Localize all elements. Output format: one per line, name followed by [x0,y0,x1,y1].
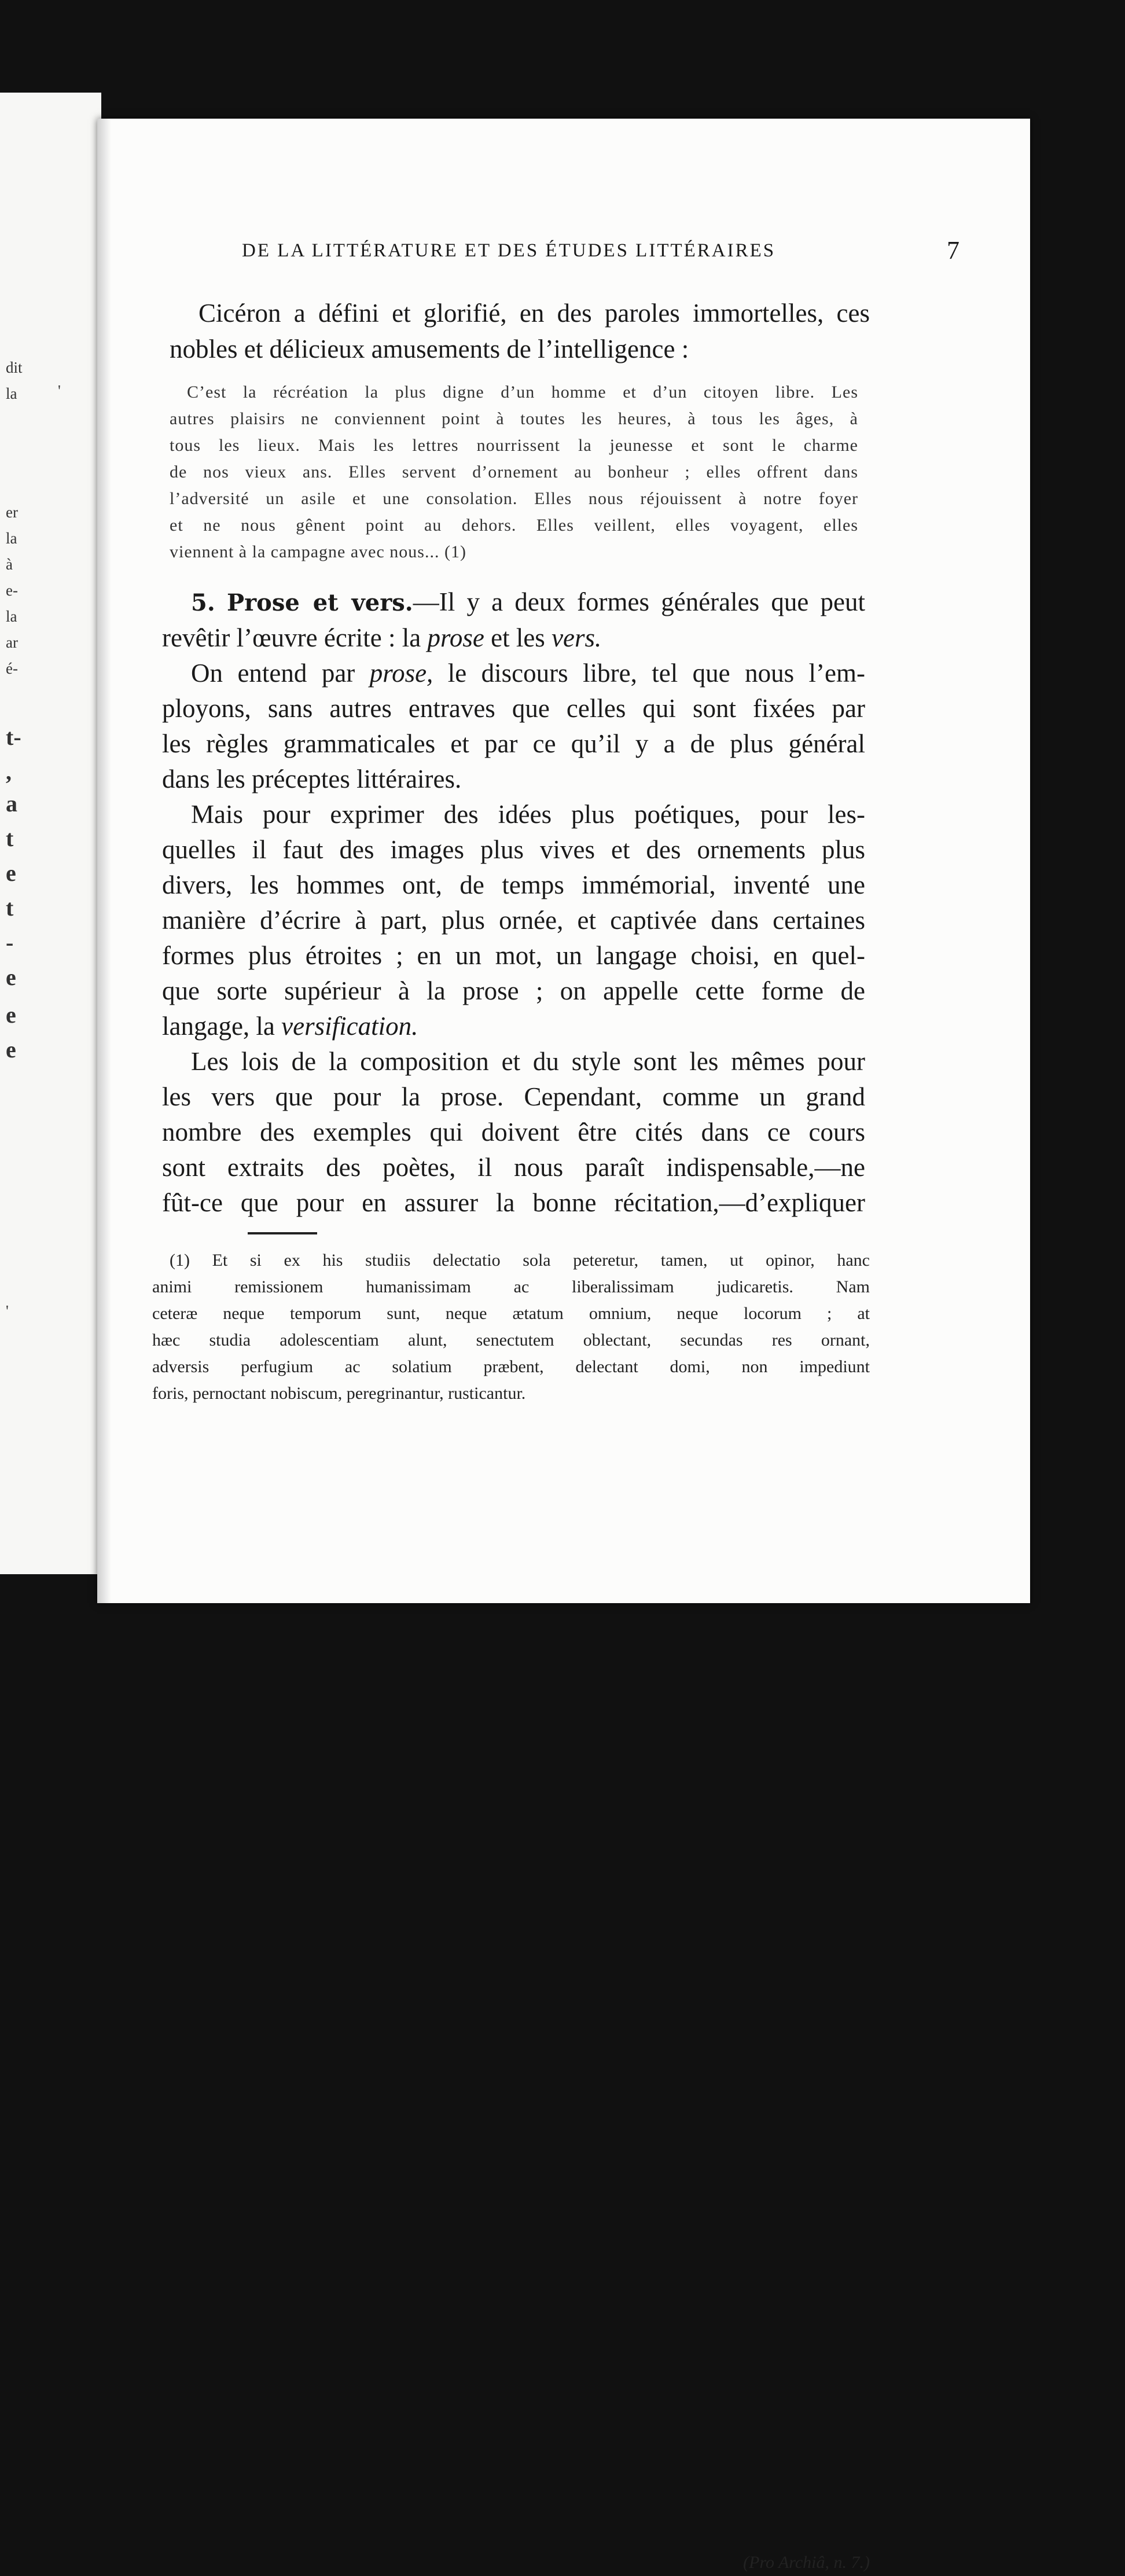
footnote [152,1247,870,2572]
text-line: divers, les hommes ont, de temps immémorial, inventé une [162,870,865,899]
text-line: que sorte supérieur à la prose ; on appelle cette forme de [162,976,865,1005]
text-line: les vers que pour la prose. Cependant, comme un grand [162,1082,865,1111]
margin-fragment: a [6,791,17,817]
margin-fragment: e [6,1037,16,1063]
margin-fragment: la [6,608,17,625]
text-line: Cicéron a défini et glorifié, en des paroles immortelles, ces [198,299,870,328]
margin-fragment: dit [6,359,23,376]
margin-fragment: t [6,825,14,851]
book-page [97,119,1030,2572]
left-page-edge [0,93,101,1574]
margin-fragment: à [6,556,13,573]
text-line: Mais pour exprimer des idées plus poétiques, pour les- [191,800,865,829]
block-quote [170,379,858,565]
section-5 [162,585,865,1221]
margin-fragment: ar [6,634,18,651]
quote-line: tous les lieux. Mais les lettres nourrissent la jeunesse et sont le charme [170,436,858,455]
section-number: 5. [191,589,215,616]
margin-fragment: , [6,759,12,785]
footnote-line: ceteræ neque temporum sunt, neque ætatum omnium, neque locorum ; at [152,1304,870,1323]
text-line: formes plus étroites ; en un mot, un langage choisi, en quel- [162,941,865,970]
text-line: sont extraits des poètes, il nous paraît indispensable,—ne [162,1153,865,1182]
footnote-line: animi remissionem humanissimam ac liberalissimam judicaretis. Nam [152,1277,870,1296]
footnote-rule [248,1232,317,1234]
quote-line: et ne nous gênent point au dehors. Elles veillent, elles voyagent, elles [170,516,858,535]
text-line: quelles il faut des images plus vives et des ornements plus [162,835,865,864]
quote-line: C’est la récréation la plus digne d’un homme et d’un citoyen libre. Les [187,383,858,402]
italic-term-prose: prose [427,623,484,652]
italic-term-versification: versification. [281,1012,418,1041]
text-line [162,620,865,656]
section-heading: Prose et vers. [227,589,413,616]
quote-line: l’adversité un asile et une consolation. Elles nous réjouissent à notre foyer [170,489,858,508]
text-line [162,656,865,691]
text-run: le discours libre, tel que nous l’em- [433,659,865,688]
footnote-line: foris, pernoctant nobiscum, peregrinantur, rusticantur. [152,1384,526,1403]
italic-term-vers: vers. [552,623,602,652]
text-run: On entend par [191,659,370,688]
text-line: dans les préceptes littéraires. [162,765,462,793]
margin-fragment: la [6,530,17,547]
text-line: nombre des exemples qui doivent être cités dans ce cours [162,1118,865,1146]
margin-fragment: e [6,964,16,990]
margin-fragment: er [6,504,18,521]
text-run: revêtir l’œuvre écrite : la [162,623,428,652]
page-gutter-shadow [97,119,111,1603]
text-line [162,585,865,620]
running-title: DE LA LITTÉRATURE ET DES ÉTUDES LITTÉRAIRES [242,240,776,261]
running-header [242,236,959,276]
page-number: 7 [947,236,959,264]
italic-term-prose: prose, [369,659,433,688]
footnote-line: (1) Et si ex his studiis delectatio sola peteretur, tamen, ut opinor, hanc [170,1251,870,1270]
margin-fragment: t [6,895,14,921]
intro-paragraph [170,295,870,367]
text-line: les règles grammaticales et par ce qu’il y a de plus général [162,729,865,758]
margin-fragment: e- [6,582,18,599]
text-line: manière d’écrire à part, plus ornée, et captivée dans certaines [162,906,865,935]
footnote-line: adversis perfugium ac solatium præbent, delectant domi, non impediunt [152,1357,870,1376]
text-run: Il y a deux formes générales que peut [439,587,866,616]
text-run: et les [484,623,552,652]
margin-fragment: la [6,385,17,402]
margin-fragment: t- [6,724,21,750]
margin-fragment: - [6,929,14,956]
text-run: langage, la [162,1012,282,1041]
margin-fragment: e [6,1002,16,1028]
text-line: ployons, sans autres entraves que celles qui sont fixées par [162,694,865,723]
text-line: Les lois de la composition et du style sont les mêmes pour [191,1047,865,1076]
quote-line: viennent à la campagne avec nous... (1) [170,542,466,561]
footnote-line: hæc studia adolescentiam alunt, senectutem oblectant, secundas res ornant, [152,1331,870,1350]
margin-fragment: ' [6,1302,9,1320]
footnote-source: (Pro Archiâ, n. 7.) [743,2553,870,2572]
text-line: nobles et délicieux amusements de l’intelligence : [170,335,689,363]
em-dash: — [413,587,439,616]
text-line [162,1009,865,1044]
quote-line: autres plaisirs ne conviennent point à toutes les heures, à tous les âges, à [170,409,858,428]
quote-line: de nos vieux ans. Elles servent d’ornement au bonheur ; elles offrent dans [170,462,858,482]
margin-fragment: e [6,860,16,886]
margin-fragment: é- [6,660,18,677]
margin-fragment: ' [58,382,61,399]
text-line: fût-ce que pour en assurer la bonne récitation,—d’expliquer [162,1188,865,1217]
